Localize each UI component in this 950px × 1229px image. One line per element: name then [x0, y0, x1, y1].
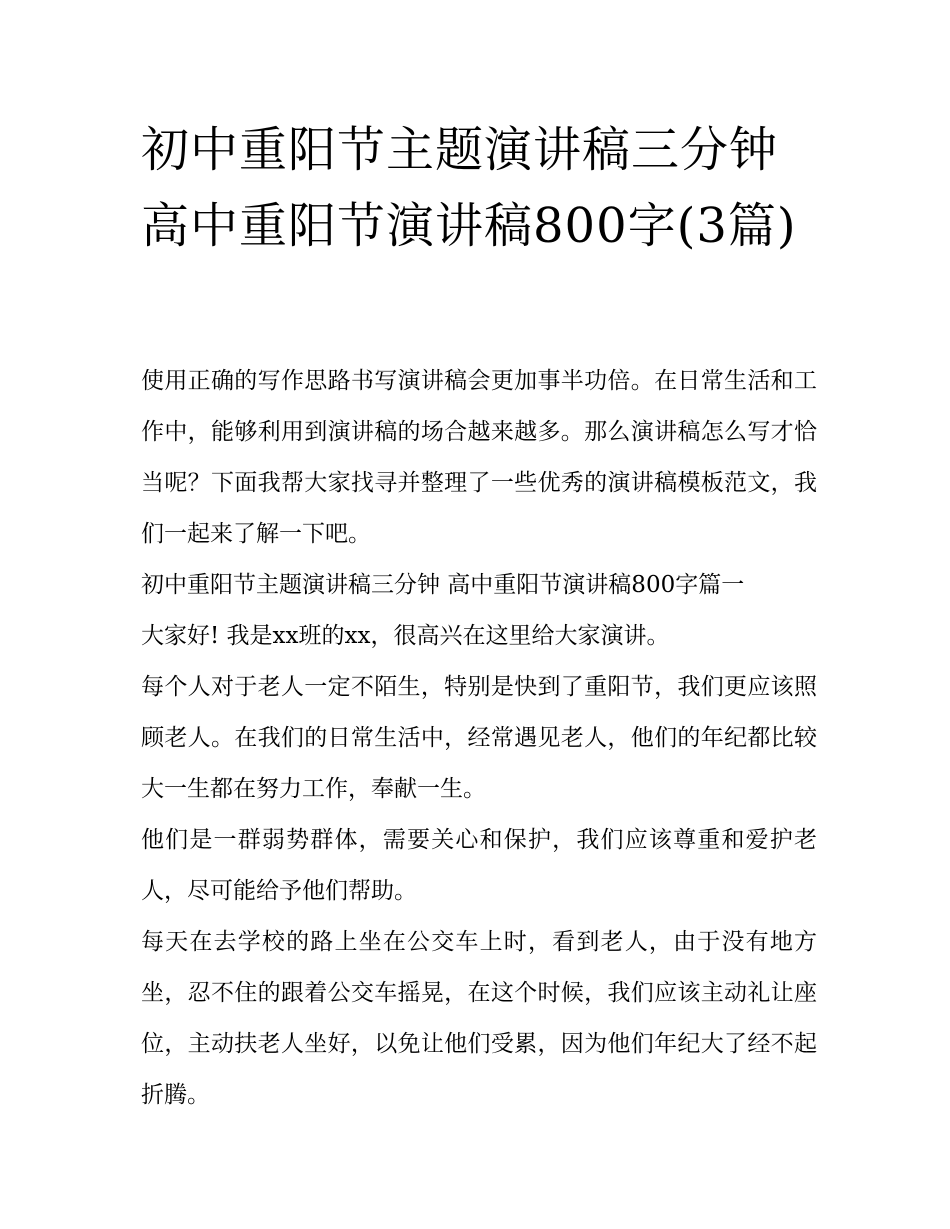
paragraph-section-heading: 初中重阳节主题演讲稿三分钟 高中重阳节演讲稿800字篇一 — [141, 572, 745, 598]
paragraph-body-3: 每天在去学校的路上坐在公交车上时，看到老人，由于没有地方坐，忍不住的跟着公交车摇晃，在这个时候，我们应该主动礼让座位，主动扶老人坐好，以免让他们受累，因为他们年纪大了经不起折腾。 — [141, 929, 817, 1108]
paragraph-greeting: 大家好! 我是xx班的xx，很高兴在这里给大家演讲。 — [141, 623, 670, 649]
paragraph-body-2: 他们是一群弱势群体，需要关心和保护，我们应该尊重和爱护老人，尽可能给予他们帮助。 — [141, 827, 817, 904]
paragraph-body-1: 每个人对于老人一定不陌生，特别是快到了重阳节，我们更应该照顾老人。在我们的日常生活中，经常遇见老人，他们的年纪都比较大一生都在努力工作，奉献一生。 — [141, 674, 817, 802]
document-body — [141, 356, 817, 1121]
paragraph-intro: 使用正确的写作思路书写演讲稿会更加事半功倍。在日常生活和工作中，能够利用到演讲稿的场合越来越多。那么演讲稿怎么写才恰当呢？下面我帮大家找寻并整理了一些优秀的演讲稿模板范文，我们一起来了解一下吧。 — [141, 368, 817, 547]
document-title: 初中重阳节主题演讲稿三分钟 高中重阳节演讲稿800字(3篇) — [141, 122, 797, 254]
